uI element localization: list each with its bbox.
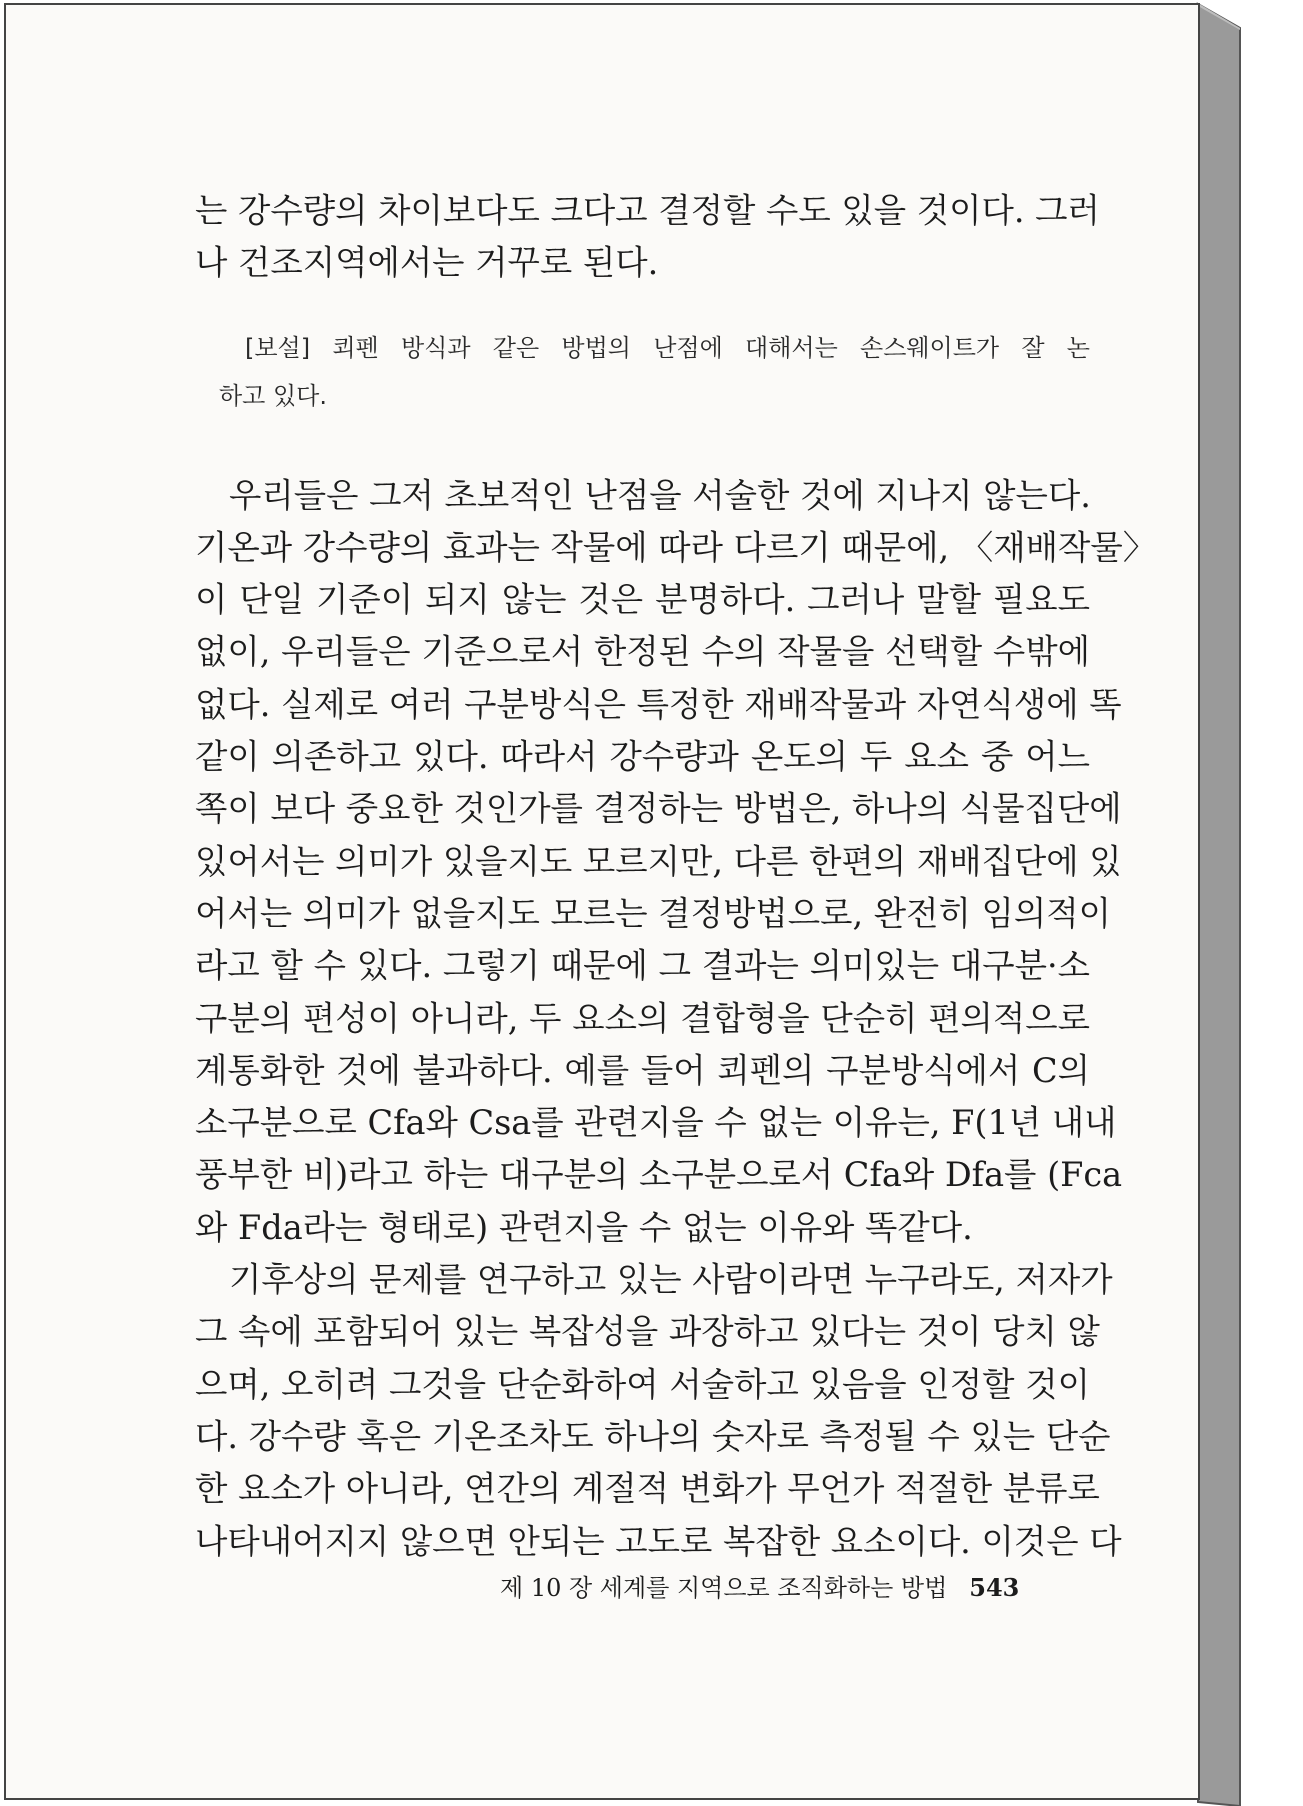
paragraph-2 — [195, 1254, 1122, 1568]
page-footer — [500, 1572, 1070, 1604]
text-line: 다. 강수량 혹은 기온조차도 하나의 숫자로 측정될 수 있는 단순 — [195, 1416, 1111, 1456]
text-line: 와 Fda라는 형태로) 관련지을 수 없는 이유와 똑같다. — [195, 1207, 973, 1247]
text-line: 이 단일 기준이 되지 않는 것은 분명하다. 그러나 말할 필요도 — [195, 580, 1090, 620]
running-title: 제 10 장 세계를 지역으로 조직화하는 방법 — [500, 1574, 948, 1602]
text-line: 나 건조지역에서는 거꾸로 된다. — [195, 243, 659, 283]
text-line: 쪽이 보다 중요한 것인가를 결정하는 방법은, 하나의 식물집단에 — [195, 789, 1122, 829]
paragraph-1 — [195, 470, 1157, 1254]
text-line: 그 속에 포함되어 있는 복잡성을 과장하고 있다는 것이 당치 않 — [195, 1312, 1100, 1352]
opening-paragraph — [195, 185, 1100, 290]
text-line: 있어서는 의미가 있을지도 모르지만, 다른 한편의 재배집단에 있 — [195, 841, 1122, 881]
text-line: 라고 할 수 있다. 그렇기 때문에 그 결과는 의미있는 대구분·소 — [195, 946, 1090, 986]
text-line: 없이, 우리들은 기준으로서 한정된 수의 작물을 선택할 수밖에 — [195, 632, 1090, 672]
page-number: 543 — [969, 1573, 1020, 1602]
text-line: 나타내어지지 않으면 안되는 고도로 복잡한 요소이다. 이것은 다 — [195, 1521, 1122, 1561]
text-line: 없다. 실제로 여러 구분방식은 특정한 재배작물과 자연식생에 똑 — [195, 684, 1122, 724]
note-line: 하고 있다. — [219, 381, 327, 410]
text-line: 같이 의존하고 있다. 따라서 강수량과 온도의 두 요소 중 어느 — [195, 737, 1090, 777]
text-line: 기온과 강수량의 효과는 작물에 따라 다르기 때문에, 〈재배작물〉 — [195, 527, 1157, 567]
page-text — [195, 185, 1157, 1568]
supplementary-note — [195, 324, 1090, 420]
text-line: 구분의 편성이 아니라, 두 요소의 결합형을 단순히 편의적으로 — [195, 998, 1090, 1038]
text-line: 풍부한 비)라고 하는 대구분의 소구분으로서 Cfa와 Dfa를 (Fca — [195, 1155, 1123, 1195]
text-line: 는 강수량의 차이보다도 크다고 결정할 수도 있을 것이다. 그러 — [195, 191, 1100, 230]
text-line: 계통화한 것에 불과하다. 예를 들어 쾨펜의 구분방식에서 C의 — [195, 1050, 1090, 1090]
note-line: [보설] 쾨펜 방식과 같은 방법의 난점에 대해서는 손스웨이트가 잘 논 — [245, 333, 1090, 362]
text-line: 우리들은 그저 초보적인 난점을 서술한 것에 지나지 않는다. — [229, 475, 1091, 515]
text-line: 기후상의 문제를 연구하고 있는 사람이라면 누구라도, 저자가 — [229, 1260, 1113, 1300]
text-line: 소구분으로 Cfa와 Csa를 관련지을 수 없는 이유는, F(1년 내내 — [195, 1103, 1117, 1143]
text-line: 한 요소가 아니라, 연간의 계절적 변화가 무언가 적절한 분류로 — [195, 1469, 1100, 1509]
text-line: 으며, 오히려 그것을 단순화하여 서술하고 있음을 인정할 것이 — [195, 1364, 1090, 1404]
text-line: 어서는 의미가 없을지도 모르는 결정방법으로, 완전히 임의적이 — [195, 893, 1111, 933]
